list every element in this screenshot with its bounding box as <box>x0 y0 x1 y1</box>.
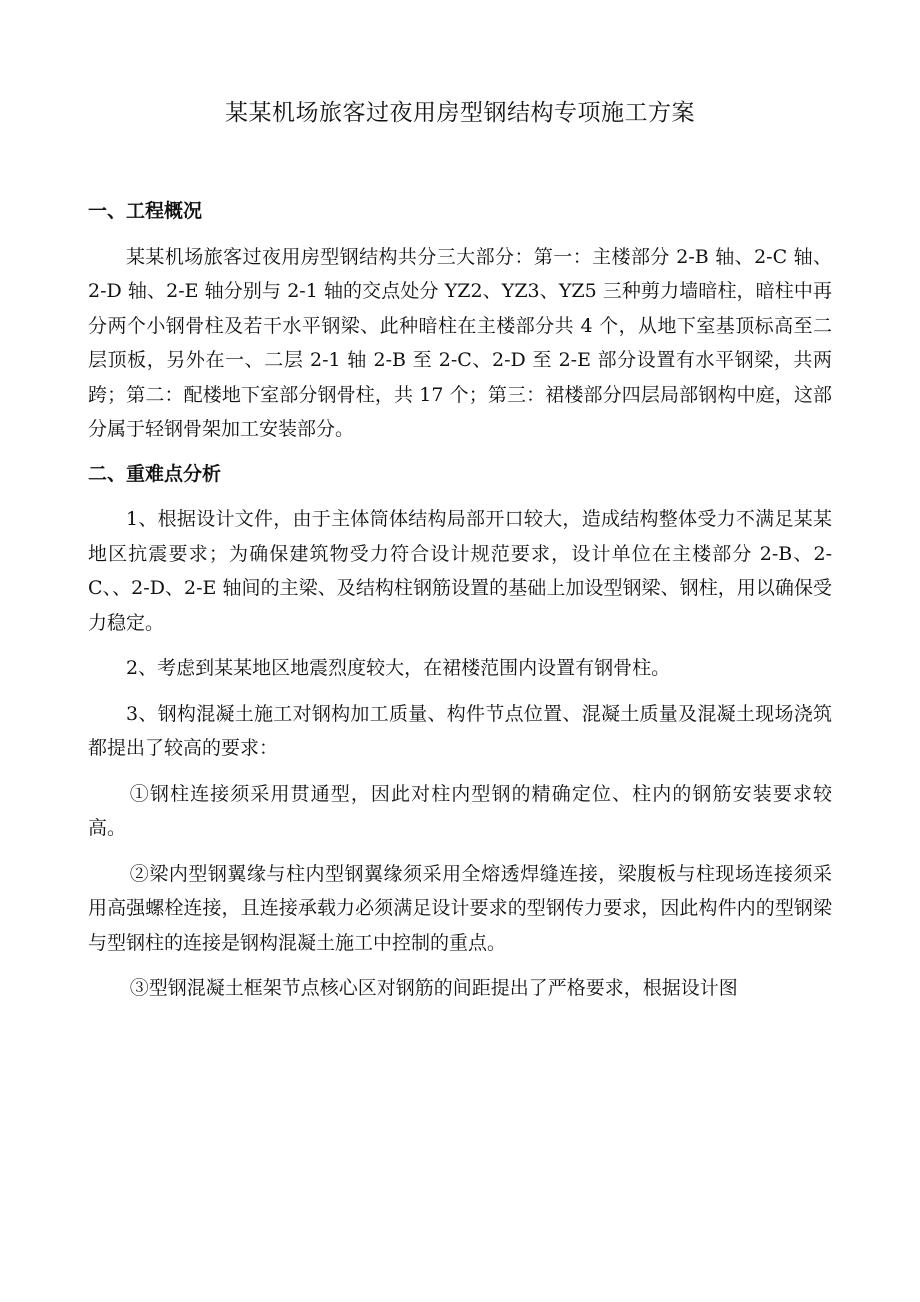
key-point-2: 2、考虑到某某地区地震烈度较大，在裙楼范围内设置有钢骨柱。 <box>126 657 671 679</box>
key-point-3: 3、钢构混凝土施工对钢构加工质量、构件节点位置、混凝土质量及混凝土现场浇筑都提出了较高的要求： <box>88 702 832 759</box>
overview-paragraph: 某某机场旅客过夜用房型钢结构共分三大部分：第一：主楼部分 2-B 轴、2-C 轴、2-D 轴、2-E 轴分别与 2-1 轴的交点处分 YZ2、YZ3、YZ5 三种剪力墙暗柱，暗柱中再分两个小钢骨柱及若干水平钢梁、此种暗柱在主楼部分共 4 个，从地下室基顶标高至二层顶板，另外在一、二层 2-1 轴 2-B 至 2-C、2-D 至 2-E 部分设置有水平钢梁，共两跨；第二：配楼地下室部分钢骨柱，共 17 个；第三：裙楼部分四层局部钢构中庭，这部分属于轻钢骨架加工安装部分。 <box>88 245 832 440</box>
key-point-1: 1、根据设计文件，由于主体筒体结构局部开口较大，造成结构整体受力不满足某某地区抗震要求；为确保建筑物受力符合设计规范要求，设计单位在主楼部分 2-B、2-C、、2-D、2-E 轴间的主梁、及结构柱钢筋设置的基础上加设型钢梁、钢柱，用以确保受力稳定。 <box>88 508 832 634</box>
key-point-3-sub-3: ③型钢混凝土框架节点核心区对钢筋的间距提出了严格要求，根据设计图 <box>129 977 738 999</box>
section-heading-overview: 一、工程概况 <box>88 200 203 222</box>
document-body <box>88 194 832 1006</box>
key-point-3-sub-2: ②梁内型钢翼缘与柱内型钢翼缘须采用全熔透焊缝连接，梁腹板与柱现场连接须采用高强螺栓连接，且连接承载力必须满足设计要求的型钢传力要求，因此构件内的型钢梁与型钢柱的连接是钢构混凝土施工中控制的重点。 <box>88 862 832 954</box>
key-point-3-sub-1: ①钢柱连接须采用贯通型，因此对柱内型钢的精确定位、柱内的钢筋安装要求较高。 <box>88 782 832 839</box>
document-title: 某某机场旅客过夜用房型钢结构专项施工方案 <box>225 100 695 126</box>
section-heading-key-points: 二、重难点分析 <box>88 462 222 485</box>
